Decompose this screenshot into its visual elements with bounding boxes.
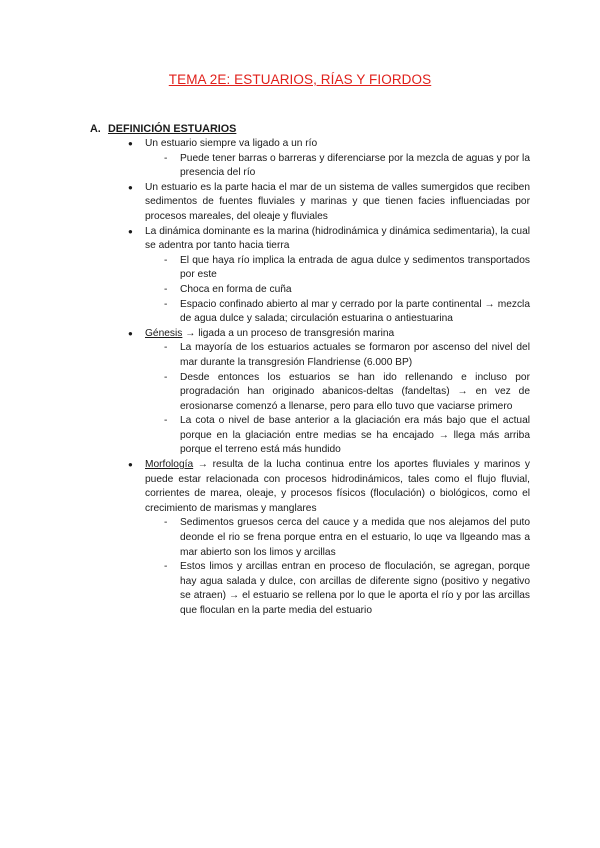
bullet-item <box>128 225 530 254</box>
bullet-text: La dinámica dominante es la marina (hidrodinámica y dinámica sedimentaria), la cual se adentra por tanto hacia tierra <box>145 225 530 252</box>
sub-item-text: Sedimentos gruesos cerca del cauce y a medida que nos alejamos del puto deonde el rio se frena porque entra en el estuario, lo uqe va llgeando mas a mar abierto son los limos y arcillas <box>180 517 530 558</box>
bullet-icon: ● <box>128 226 133 236</box>
dash-icon: - <box>164 254 168 266</box>
section-heading <box>90 123 236 135</box>
section-heading-label: DEFINICIÓN ESTUARIOS <box>108 123 237 135</box>
sub-item <box>164 516 530 560</box>
sub-item-text: Puede tener barras o barreras y diferenciarse por la mezcla de aguas y por la presencia del río <box>180 152 530 179</box>
sub-item <box>164 298 530 327</box>
bullet-text: → ligada a un proceso de transgresión marina <box>185 327 395 339</box>
dash-icon: - <box>164 517 168 529</box>
dash-icon: - <box>164 342 168 354</box>
bullet-text: Un estuario es la parte hacia el mar de un sistema de valles sumergidos que reciben sedimentos de fuentes fluviales y marinas y que tienen facies influenciadas por procesos mareales, del oleaje y fluviales <box>145 181 530 222</box>
bullet-text: → resulta de la lucha continua entre los aportes fluviales y marinos y puede estar relacionada con procesos hidrodinámicos, tales como el flujo fluvial, corrientes de marea, oleaje, y procesos físicos (floculación) o biológicos, como el crecimiento de marismas y manglares <box>145 459 530 514</box>
sub-item <box>164 414 530 458</box>
dash-icon: - <box>164 283 168 295</box>
bullet-item <box>128 137 530 152</box>
section-letter: A. <box>90 123 101 135</box>
sub-item <box>164 371 530 415</box>
sub-item <box>164 283 530 298</box>
bullet-icon: ● <box>128 328 133 338</box>
sub-item <box>164 341 530 370</box>
sub-item-text: La mayoría de los estuarios actuales se formaron por ascenso del nivel del mar durante la transgresión Flandriense (6.000 BP) <box>180 342 530 368</box>
bullet-label: Génesis <box>145 327 183 339</box>
bullet-label: Morfología <box>145 459 194 471</box>
sub-item-text: Choca en forma de cuña <box>180 283 292 295</box>
dash-icon: - <box>164 371 168 383</box>
document-title: TEMA 2E: ESTUARIOS, RÍAS Y FIORDOS <box>168 72 432 87</box>
sub-item <box>164 254 530 283</box>
bullet-text: Un estuario siempre va ligado a un río <box>145 138 318 149</box>
dash-icon: - <box>164 298 168 310</box>
bullet-item <box>128 181 530 225</box>
bullet-item <box>128 458 530 516</box>
dash-icon: - <box>164 152 168 164</box>
bullet-item <box>128 327 530 342</box>
sub-item-text: La cota o nivel de base anterior a la glaciación era más bajo que el actual porque en la glaciación entre medias se ha encajado → llega más arriba porque el terreno está más hundido <box>180 415 530 456</box>
sub-item <box>164 152 530 181</box>
sub-item-text: Desde entonces los estuarios se han ido rellenando e incluso por progradación han originado abanicos-deltas (fandeltas) → en vez de erosionarse comenzó a llenarse, pero para ello tuvo que vaciarse primero <box>180 371 530 412</box>
sub-item-text: El que haya río implica la entrada de agua dulce y sedimentos transportados por este <box>180 254 530 281</box>
bullet-icon: ● <box>128 139 133 148</box>
dash-icon: - <box>164 561 168 573</box>
sub-item-text: Estos limos y arcillas entran en proceso de floculación, se agregan, porque hay agua salada y dulce, con arcillas de diferente signo (positivo y negativo se atraen) → el estuario se rellena por lo que le aporta el río y por las arcillas que floculan en la parte media del estuario <box>180 561 530 616</box>
sub-item <box>164 560 530 618</box>
sub-item-text: Espacio confinado abierto al mar y cerrado por la parte continental → mezcla de agua dulce y salada; circulación estuarina o antiestuarina <box>180 298 530 325</box>
bullet-icon: ● <box>128 460 133 470</box>
document-body <box>0 137 600 619</box>
dash-icon: - <box>164 415 168 427</box>
bullet-icon: ● <box>128 182 133 192</box>
